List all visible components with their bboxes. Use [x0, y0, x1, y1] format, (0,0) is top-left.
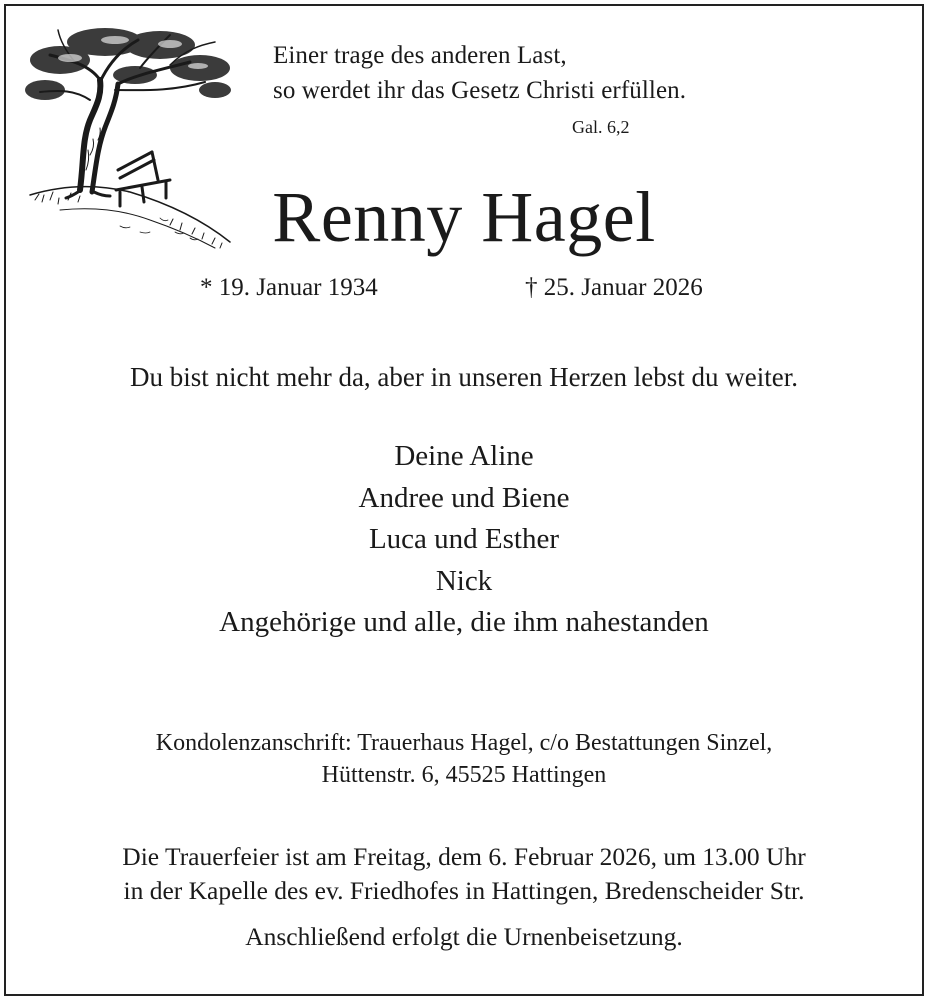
- verse-line: so werdet ihr das Gesetz Christi erfüllen.: [273, 77, 687, 104]
- mourner-line: Andree und Biene: [358, 481, 570, 514]
- motto-text: Du bist nicht mehr da, aber in unseren Herzen lebst du weiter.: [129, 362, 799, 392]
- bible-verse: [273, 38, 686, 108]
- mourners-list: [0, 436, 928, 644]
- birth-date: * 19. Januar 1934: [200, 274, 378, 301]
- verse-reference: Gal. 6,2: [572, 117, 630, 137]
- condolence-line: Hüttenstr. 6, 45525 Hattingen: [321, 762, 607, 788]
- funeral-line: in der Kapelle des ev. Friedhofes in Hattingen, Bredenscheider Str.: [123, 876, 805, 905]
- death-date: † 25. Januar 2026: [525, 274, 703, 301]
- condolence-line: Kondolenzanschrift: Trauerhaus Hagel, c/o Bestattungen Sinzel,: [155, 730, 773, 756]
- mourner-line: Angehörige und alle, die ihm nahestanden: [219, 606, 709, 638]
- verse-line: Einer trage des anderen Last,: [273, 42, 567, 69]
- mourner-line: Nick: [435, 564, 493, 597]
- deceased-name-text: Renny Hagel: [272, 177, 656, 257]
- deceased-name: [0, 172, 928, 262]
- mourner-line: Luca und Esther: [368, 523, 560, 555]
- mourner-line: Deine Aline: [394, 440, 534, 472]
- burial-note: Anschließend erfolgt die Urnenbeisetzung.: [245, 922, 683, 951]
- funeral-line: Die Trauerfeier ist am Freitag, dem 6. Februar 2026, um 13.00 Uhr: [122, 842, 806, 871]
- condolence-address: [0, 727, 928, 791]
- funeral-details: [0, 840, 928, 908]
